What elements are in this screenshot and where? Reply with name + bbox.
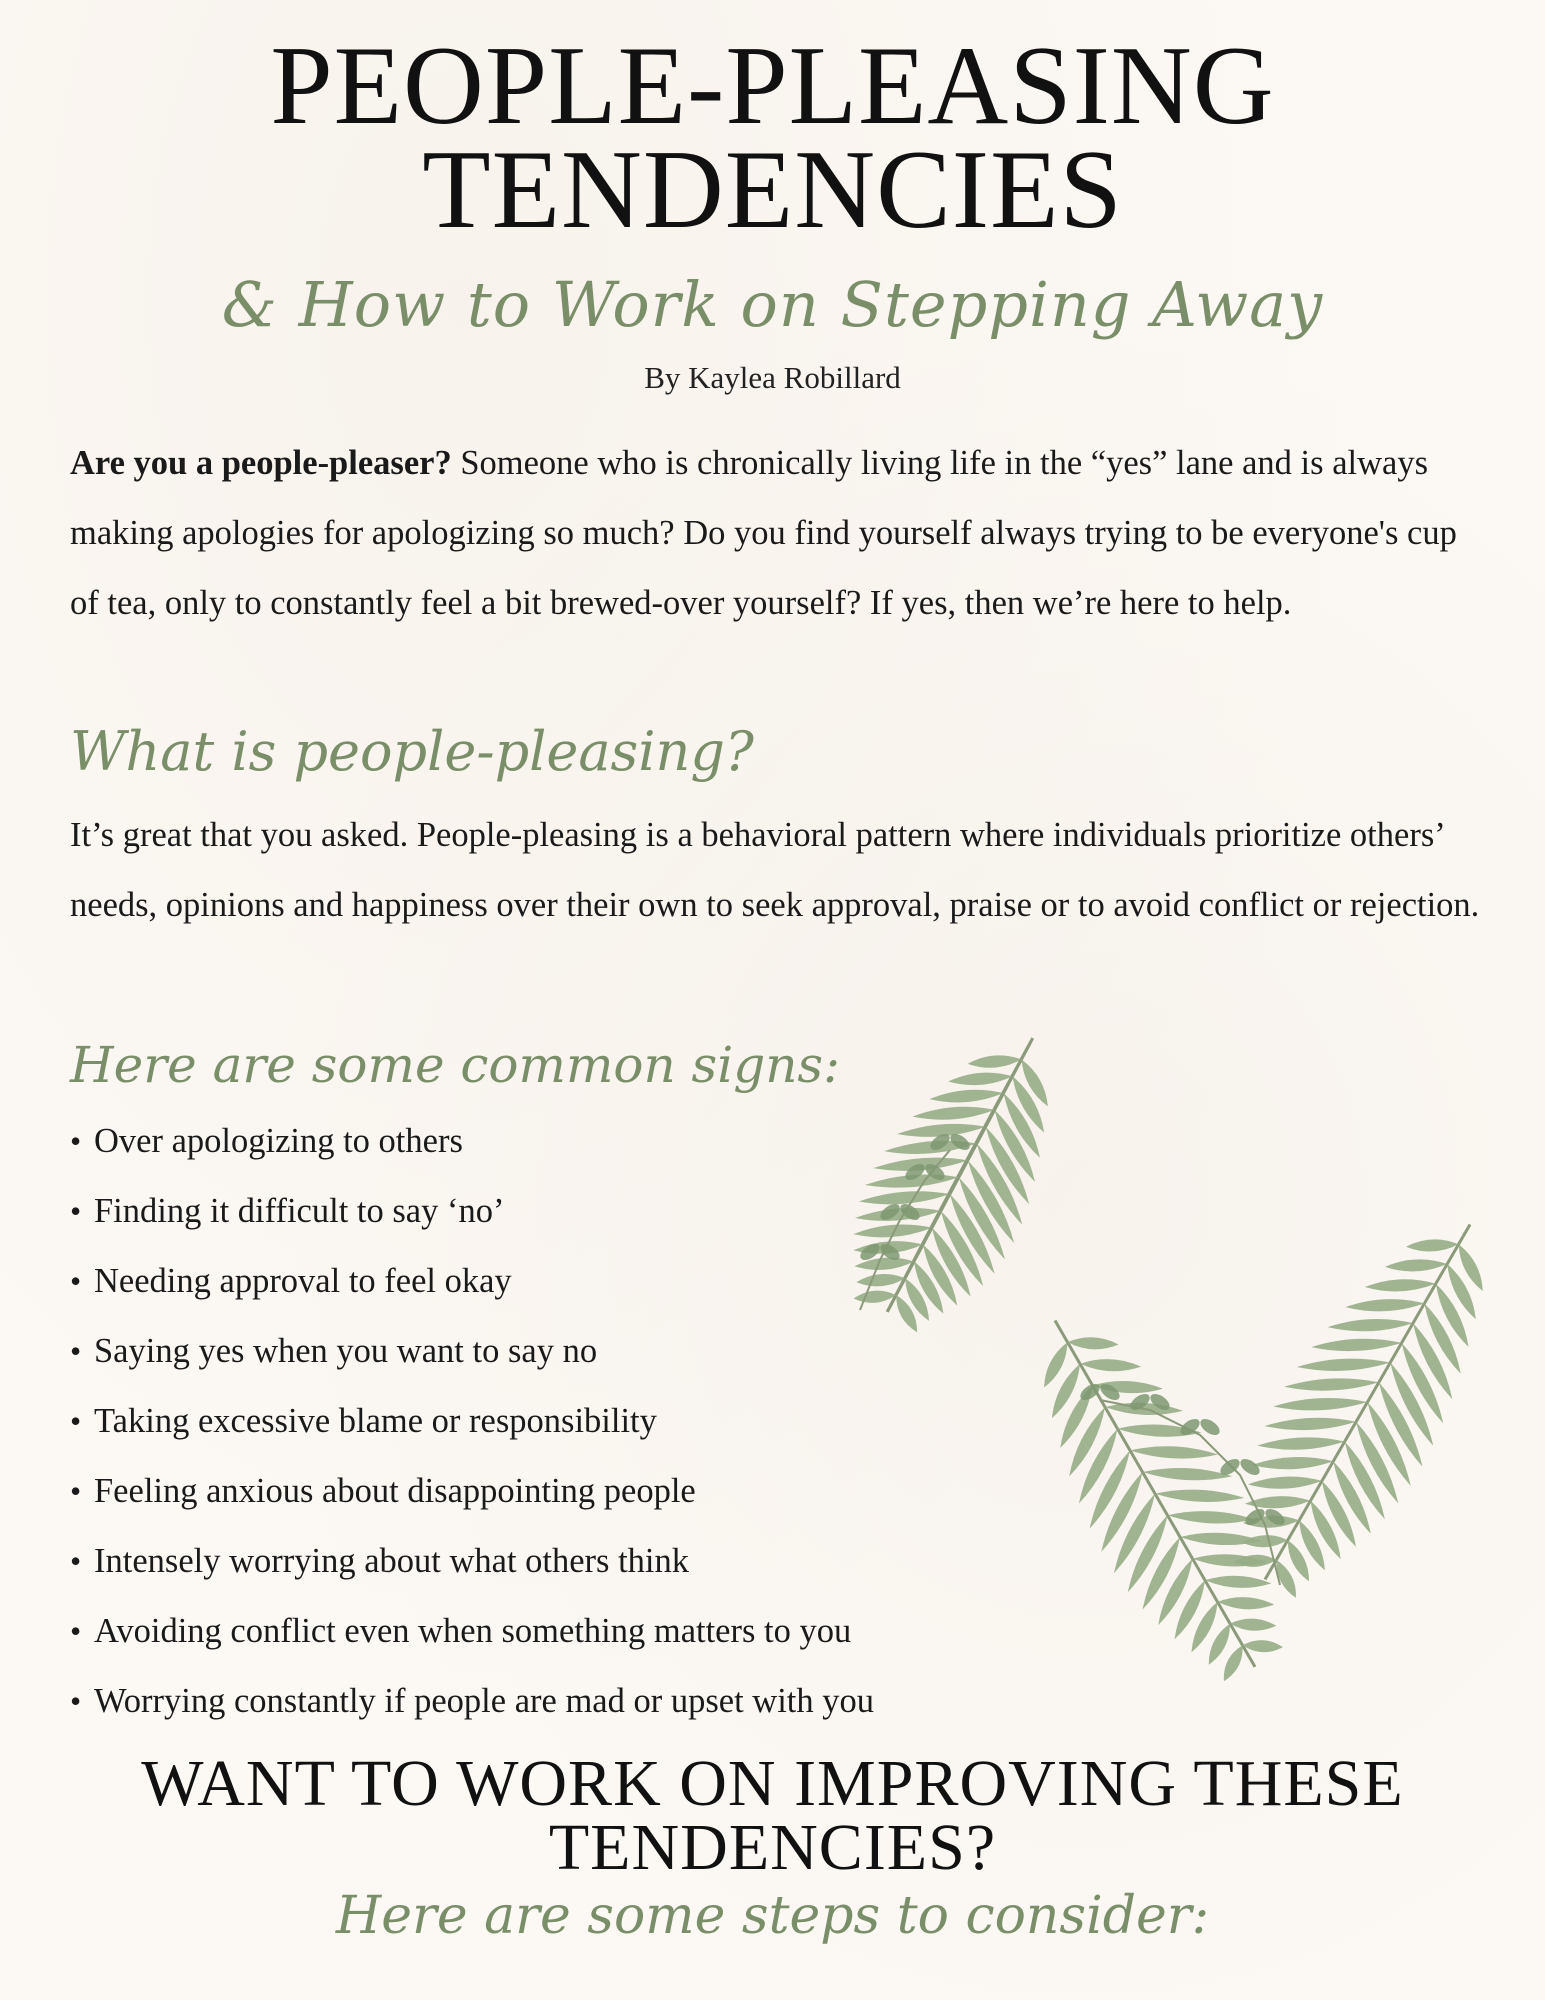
intro-text: Someone who is chronically living life in the “yes” lane and is always making apologies for apologizing so much? Do you find yourself always trying to be everyone's cup of tea, only to constantly feel a bit brewed-over yourself? If yes, then we’re here to help.	[70, 444, 1457, 622]
list-item: • Intensely worrying about what others think	[70, 1526, 1030, 1596]
definition-paragraph: It’s great that you asked. People-pleasing is a behavioral pattern where individuals prioritize others’ needs, opinions and happiness over their own to seek approval, praise or to avoid conflict or rejection.	[70, 816, 1480, 924]
list-item: • Needing approval to feel okay	[70, 1246, 1030, 1316]
list-item: • Feeling anxious about disappointing people	[70, 1456, 1030, 1526]
signs-heading: Here are some common signs:	[70, 1036, 840, 1094]
list-item: • Worrying constantly if people are mad or upset with you	[70, 1666, 1030, 1736]
list-item: • Taking excessive blame or responsibility	[70, 1386, 1030, 1456]
list-item: • Over apologizing to others	[70, 1106, 1030, 1176]
intro-bold-lead: Are you a people-pleaser?	[70, 444, 452, 482]
cta-line-2: TENDENCIES?	[548, 1811, 997, 1884]
list-item: • Saying yes when you want to say no	[70, 1316, 1030, 1386]
fern-branches-icon	[1030, 1185, 1500, 1705]
intro-paragraph	[70, 428, 1490, 638]
cta-heading	[0, 1747, 1545, 1884]
title-line-2: TENDENCIES	[422, 128, 1123, 252]
list-item: • Finding it difficult to say ‘no’	[70, 1176, 1030, 1246]
definition-heading: What is people-pleasing?	[70, 720, 754, 783]
cta-line-1: WANT TO WORK ON IMPROVING THESE	[141, 1747, 1404, 1820]
list-item: • Avoiding conflict even when something matters to you	[70, 1596, 1030, 1666]
steps-heading: Here are some steps to consider:	[335, 1886, 1210, 1946]
title-line-1: PEOPLE-PLEASING	[270, 24, 1275, 148]
subtitle: & How to Work on Stepping Away	[221, 268, 1324, 341]
byline: By Kaylea Robillard	[644, 360, 901, 395]
